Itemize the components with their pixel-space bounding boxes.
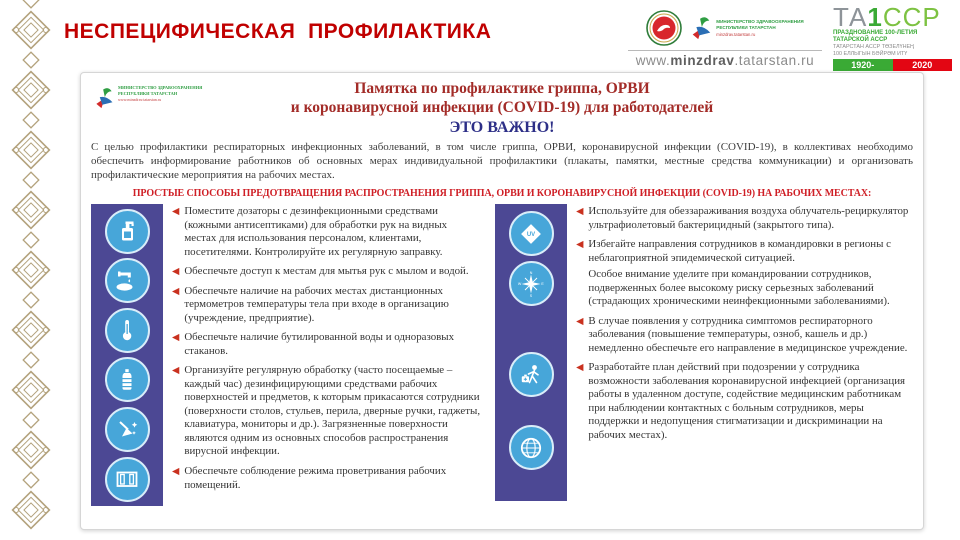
svg-text:UV: UV xyxy=(526,231,536,238)
surface-cleaning-icon xyxy=(105,407,150,452)
arrow-bullet-icon: ◀ xyxy=(172,466,180,477)
arrow-bullet-icon: ◀ xyxy=(576,206,584,218)
arrow-bullet-icon: ◀ xyxy=(172,365,180,377)
globe-icon xyxy=(509,425,554,470)
taccp-one: 1 xyxy=(867,2,883,32)
list-item xyxy=(172,364,481,459)
memo-poster xyxy=(80,72,924,530)
item-text: В случае появления у сотрудника симптомов респираторного заболевания (повышение температуры, озноб, кашель и др.) немедленно обеспечьте его направление в медицинское учреждение. xyxy=(588,314,908,354)
item-text: Обеспечьте доступ к местам для мытья рук с мылом и водой. xyxy=(184,265,469,278)
item-text: Обеспечьте наличие бутилированной воды и одноразовых стаканов. xyxy=(184,331,455,357)
item-text: Разработайте план действий при подозрении у сотрудника возможности заболевания коронавирусной инфекцией (организация работы в удаленном доступе, содействие медицинским работникам при наблюдении контактных с больным сотрудников, меры поддержки и недопущения стигматизации и дискриминации на рабочих местах). xyxy=(588,361,906,441)
arrow-bullet-icon: ◀ xyxy=(172,266,180,278)
list-item xyxy=(576,315,913,356)
item-text: Обеспечьте соблюдение режима проветривания рабочих помещений. xyxy=(184,465,447,491)
arrow-bullet-icon: ◀ xyxy=(172,332,180,344)
taccp-line4: 100 ЕЛЛЫГЫН БӘЙРӘМ ИТҮ xyxy=(833,50,908,57)
right-column xyxy=(495,204,913,506)
ministry-name-line1: МИНИСТЕРСТВО ЗДРАВООХРАНЕНИЯ xyxy=(716,19,804,25)
taccp-2020: 2020 xyxy=(893,59,953,71)
poster-zilant-icon xyxy=(93,85,115,111)
poster-ministry-logo xyxy=(93,85,235,111)
poster-title-line1: Памятка по профилактике гриппа, ОРВИ xyxy=(354,80,650,97)
taccp-ssr: ССР xyxy=(882,2,941,32)
website-prefix: www. xyxy=(635,53,671,68)
ministry-block xyxy=(626,4,824,71)
svg-text:E: E xyxy=(541,281,544,286)
tatarstan-emblem-icon xyxy=(646,10,682,46)
svg-text:N: N xyxy=(529,270,533,275)
sanitizer-dispenser-icon xyxy=(105,209,150,254)
item-text: Организуйте регулярную обработку (часто посещаемые – каждый час) дезинфицирующими средствами рабочих поверхностей и предметов, к которым прикасаются сотрудники (поверхности столов, стульев, перила, дверные ручки, гаджеты, клавиатура, мониторы и др.). Загрязненные поверхности являются одним из основных способов распространения вирусной инфекции. xyxy=(184,364,481,458)
taccp-line3: ТАТАРСТАН АССР ТӨЗЕЛҮНЕҢ xyxy=(833,44,914,51)
left-column xyxy=(91,204,481,506)
list-item xyxy=(172,205,481,259)
list-item xyxy=(172,285,481,326)
list-item xyxy=(172,265,481,279)
compass-icon xyxy=(509,261,554,306)
section-heading: ПРОСТЫЕ СПОСОБЫ ПРЕДОТВРАЩЕНИЯ РАСПРОСТРАНЕНИЯ ГРИППА, ОРВИ И КОРОНАВИРУСНОЙ ИНФЕКЦИИ (COVID-19) НА РАБОЧИХ МЕСТАХ: xyxy=(132,188,872,200)
ministry-name-line2: РЕСПУБЛИКИ ТАТАРСТАН xyxy=(716,24,776,30)
arrow-bullet-icon: ◀ xyxy=(576,362,584,374)
item-text: Обеспечьте наличие на рабочих местах дистанционных термометров температуры тела при входе в организацию (учреждение, предприятие). xyxy=(184,284,449,324)
taccp-line2: ТАТАРСКОЙ АССР xyxy=(833,37,888,44)
list-item xyxy=(576,205,913,232)
important-label: ЭТО ВАЖНО! xyxy=(449,118,555,136)
arrow-bullet-icon: ◀ xyxy=(172,285,180,297)
website-suffix: .tatarstan.ru xyxy=(734,53,815,68)
header-logos xyxy=(626,4,952,71)
item-text-continued: Особое внимание уделите при командировании сотрудников, подверженных более высокому риску серьезных заболеваний (страдающих хроническими неинфекционными заболеваниями). xyxy=(588,268,890,308)
header-divider xyxy=(628,50,822,51)
left-items xyxy=(163,204,481,506)
intro-paragraph: С целью профилактики респираторных инфекционных заболеваний, в том числе гриппа, ОРВИ, коронавирусной инфекции (COVID-19), в коллективах необходимо обеспечить информирование работников об основных мерах индивидуальной профилактики (плакаты, памятки, местные средства коммуникации) и организовать профилактические мероприятия на рабочих местах. xyxy=(91,141,913,182)
ministry-url: minzdrav.tatarstan.ru xyxy=(716,31,756,37)
list-item xyxy=(172,331,481,358)
item-text: Поместите дозаторы с дезинфекционными средствами (кожными антисептиками) для обработки рук на видных местах для использования персоналом, клиентами, посетителями. Контролируйте их регулярную заправку. xyxy=(184,205,448,258)
taccp-1920: 1920- xyxy=(833,59,893,71)
website-bold: minzdrav xyxy=(670,53,735,68)
item-text: Избегайте направления сотрудников в командировки в регионы с неблагоприятной эпидемической ситуацией. xyxy=(588,238,891,264)
page-title: НЕСПЕЦИФИЧЕСКАЯ ПРОФИЛАКТИКА xyxy=(64,20,492,43)
taccp-wordmark xyxy=(833,4,952,30)
taccp-ta: ТА xyxy=(833,2,868,32)
thermometer-icon xyxy=(105,308,150,353)
content-columns xyxy=(91,204,913,506)
poster-logo-line2: РЕСПУБЛИКИ ТАТАРСТАН xyxy=(118,90,178,96)
sick-employee-referral-icon xyxy=(509,352,554,397)
arrow-bullet-icon: ◀ xyxy=(172,206,180,218)
poster-title-line2: и коронавирусной инфекции (COVID-19) для работодателей xyxy=(290,99,714,117)
uv-lamp-icon xyxy=(509,211,554,256)
left-icon-strip xyxy=(91,204,163,506)
svg-text:W: W xyxy=(517,281,522,286)
poster-header xyxy=(91,79,913,137)
poster-logo-line1: МИНИСТЕРСТВО ЗДРАВООХРАНЕНИЯ xyxy=(118,85,203,90)
taccp-100-logo xyxy=(833,4,952,71)
taccp-years-banner xyxy=(833,59,952,71)
open-window-icon xyxy=(105,457,150,502)
right-items xyxy=(567,204,913,506)
minzdrav-website xyxy=(626,53,824,68)
svg-text:S: S xyxy=(529,293,533,298)
taccp-line1: ПРАЗДНОВАНИЕ 100-ЛЕТИЯ xyxy=(833,30,918,36)
list-item xyxy=(576,361,913,442)
tatar-ornament-border xyxy=(8,0,54,540)
list-item xyxy=(172,465,481,492)
item-text: Используйте для обеззараживания воздуха облучатель-рециркулятор ультрафиолетовый бактерицидный (закрытого типа). xyxy=(588,205,909,231)
right-icon-strip xyxy=(495,204,567,501)
list-item xyxy=(576,238,913,309)
minzdrav-zilant-icon xyxy=(689,14,713,42)
poster-logo-url: www.minzdrav.tatarstan.ru xyxy=(118,97,162,103)
arrow-bullet-icon: ◀ xyxy=(576,239,584,251)
hand-washing-icon xyxy=(105,258,150,303)
water-bottle-icon xyxy=(105,357,150,402)
arrow-bullet-icon: ◀ xyxy=(576,315,584,327)
